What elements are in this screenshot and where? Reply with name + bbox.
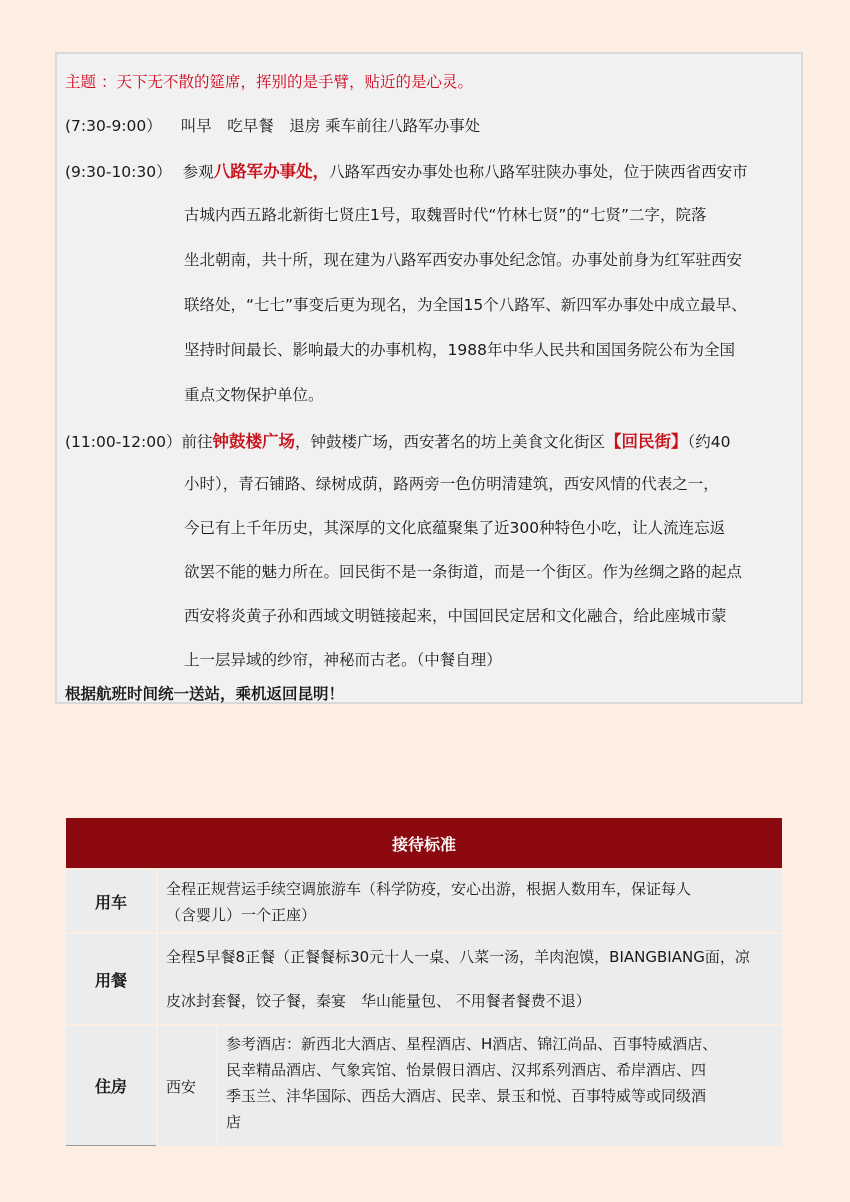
row-label-meals: 用餐: [66, 934, 156, 1024]
row-line: 皮冰封套餐，饺子餐，秦宴 华山能量包、 不用餐者餐费不退）: [166, 992, 591, 1010]
closing-note: 根据航班时间统一送站，乘机返回昆明！: [65, 685, 345, 703]
row-line: 全程正规营运手续空调旅游车（科学防疫，安心出游，根据人数用车，保证每人: [166, 880, 692, 898]
table-header: 接待标准: [66, 818, 782, 868]
row-line: 参考酒店：新西北大酒店、星程酒店、H酒店、锦江尚品、百事特威酒店、: [226, 1035, 718, 1053]
slot-2-line: 重点文物保护单位。: [184, 386, 324, 404]
row-line: 季玉兰、沣华国际、西岳大酒店、民幸、景玉和悦、百事特威等或同级酒: [226, 1087, 707, 1105]
slot-1-time: (7:30-9:00）: [65, 117, 162, 135]
slot-2-time: (9:30-10:30）: [65, 163, 172, 181]
slot-3-line: 小时），青石铺路、绿树成荫，路两旁一色仿明清建筑，西安风情的代表之一，: [184, 475, 719, 493]
row-line: 全程5早餐8正餐（正餐餐标30元十人一桌、八菜一汤，羊肉泡馍，BIANGBIANG面，凉: [166, 948, 750, 966]
slot-1-text: 叫早 吃早餐 退房 乘车前往八路军办事处: [180, 117, 481, 135]
slot-3-mid: ，钟鼓楼广场，西安著名的坊上美食文化街区: [295, 433, 606, 451]
slot-2-prefix: 参观: [182, 163, 214, 181]
slot-2-line: 坚持时间最长、影响最大的办事机构，1988年中华人民共和国国务院公布为全国: [184, 341, 735, 359]
row-label-transport: 用车: [66, 870, 156, 932]
slot-2-line: 坐北朝南，共十所，现在建为八路军西安办事处纪念馆。办事处前身为红军驻西安: [184, 251, 743, 269]
theme-text: ：天下无不散的筵席，挥别的是手臂，贴近的是心灵。: [100, 73, 473, 91]
slot-2-highlight: 八路军办事处，: [213, 162, 330, 181]
slot-3-prefix: 前往: [181, 433, 213, 451]
theme-line: [65, 70, 473, 92]
row-city-lodging: 西安: [158, 1026, 216, 1146]
slot-2-line1: 八路军西安办事处也称八路军驻陕办事处，位于陕西省西安市: [329, 163, 748, 181]
slot-2-first-line: [65, 158, 748, 182]
slot-3-tail: （约40: [687, 433, 731, 451]
slot-1: [65, 114, 480, 136]
row-content-lodging: [218, 1026, 782, 1146]
slot-3-line: 西安将炎黄子孙和西域文明链接起来，中国回民定居和文化融合，给此座城市蒙: [184, 607, 727, 625]
slot-3-line: 今已有上千年历史，其深厚的文化底蕴聚集了近300种特色小吃，让人流连忘返: [184, 519, 726, 537]
slot-3-time: (11:00-12:00）: [65, 433, 182, 451]
theme-label: 主题: [65, 73, 101, 91]
row-line: （含婴儿）一个正座）: [166, 906, 317, 924]
slot-2-line: 联络处，“七七”事变后更为现名，为全国15个八路军、新四军办事处中成立最早、: [184, 296, 747, 314]
row-line: 民幸精品酒店、气象宾馆、怡景假日酒店、汉邦系列酒店、希岸酒店、四: [226, 1061, 707, 1079]
slot-2-line: 古城内西五路北新街七贤庄1号，取魏晋时代“竹林七贤”的“七贤”二字，院落: [184, 206, 707, 224]
itinerary-panel: [55, 52, 803, 704]
slot-3-highlight-2: 【回民街】: [605, 432, 688, 451]
row-content-meals: [158, 934, 782, 1024]
slot-3-line: 上一层异域的纱帘，神秘而古老。（中餐自理）: [184, 651, 502, 669]
row-label-lodging: 住房: [66, 1026, 156, 1146]
row-line: 店: [226, 1113, 242, 1131]
slot-3-highlight-1: 钟鼓楼广场: [212, 432, 295, 451]
slot-3-first-line: [65, 428, 731, 452]
slot-3-line: 欲罢不能的魅力所在。回民街不是一条街道，而是一个街区。作为丝绸之路的起点: [184, 563, 743, 581]
row-content-transport: [158, 870, 782, 932]
